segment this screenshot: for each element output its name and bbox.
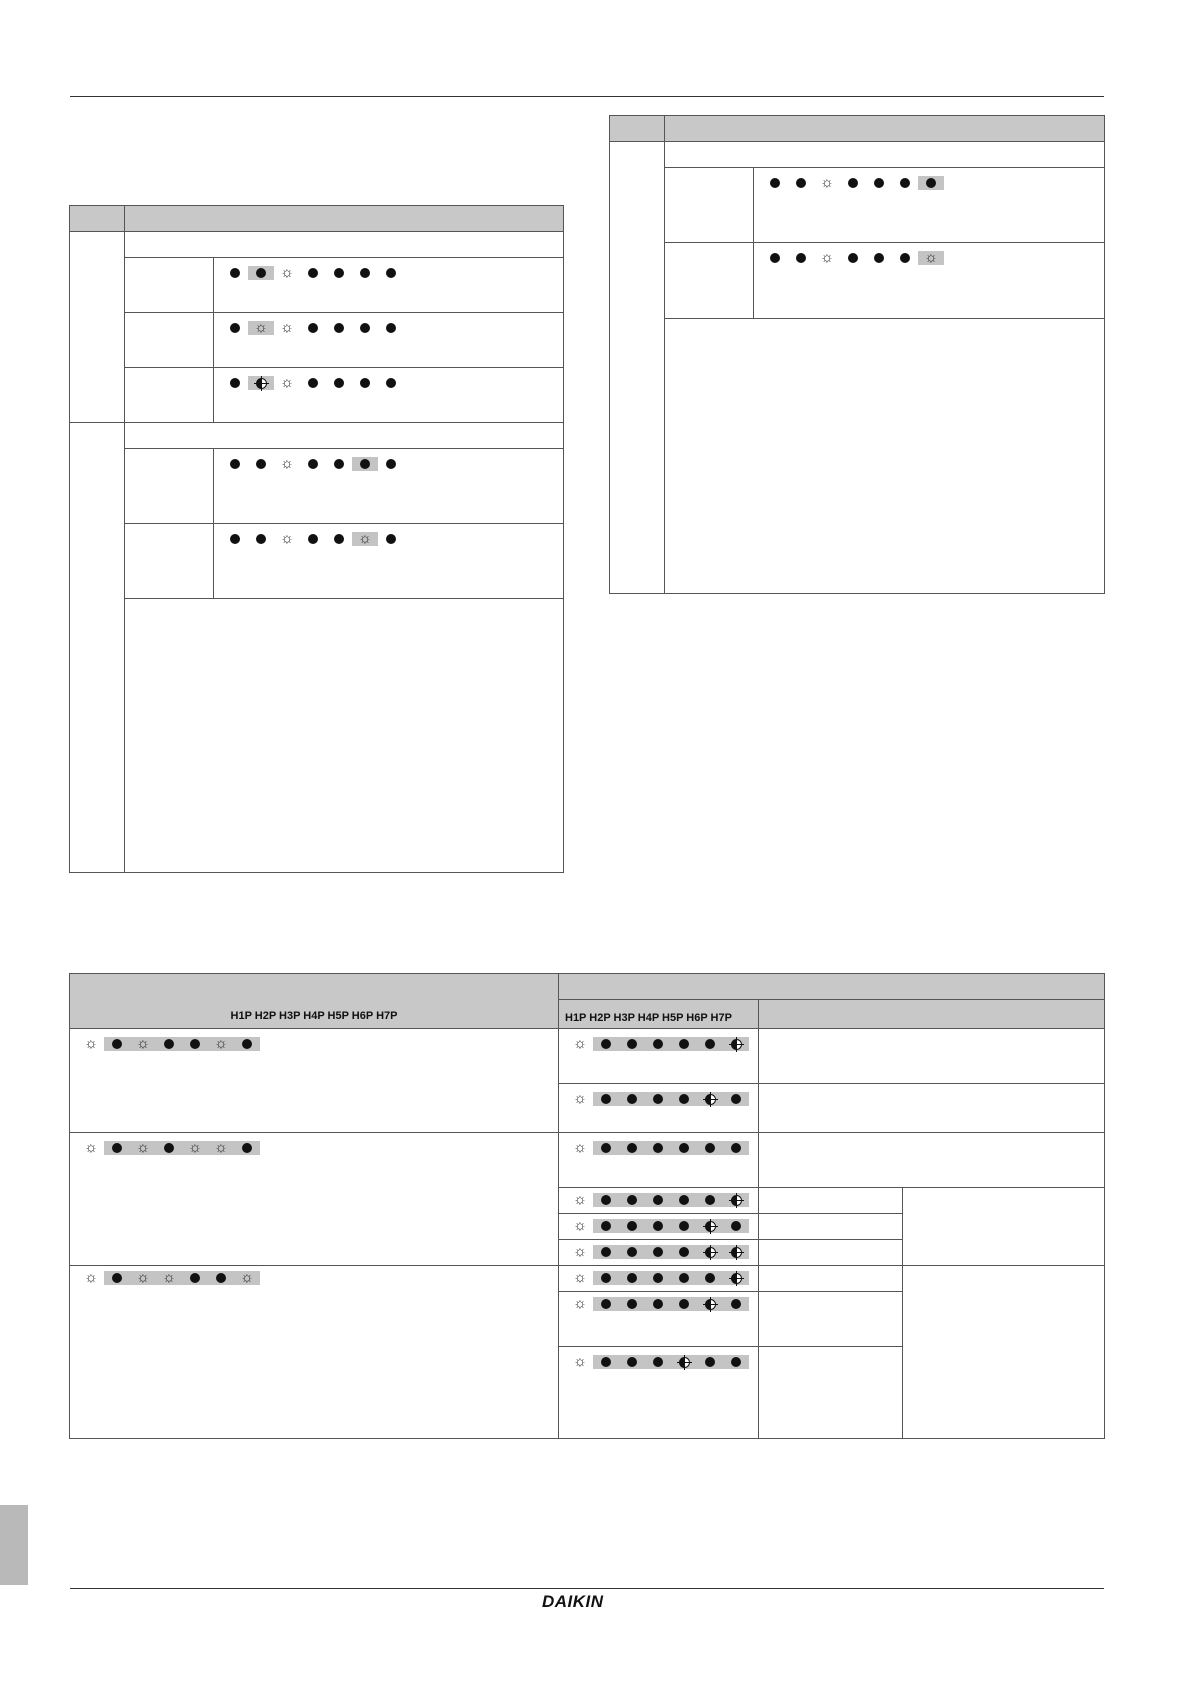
half-sun-icon — [705, 1247, 716, 1258]
dot-icon — [242, 1143, 252, 1153]
dot-icon — [308, 459, 318, 469]
dot-icon — [242, 1039, 252, 1049]
led-row — [222, 455, 563, 473]
label-cell — [125, 258, 214, 313]
dot-icon — [112, 1273, 122, 1283]
sub-led-cell — [559, 1240, 759, 1266]
dot-icon — [653, 1195, 663, 1205]
led-cell — [214, 313, 564, 368]
dot-icon — [705, 1195, 715, 1205]
col-header — [70, 206, 125, 232]
dot-icon — [627, 1357, 637, 1367]
led-row — [222, 374, 563, 392]
dot-icon — [731, 1299, 741, 1309]
led-row — [567, 1191, 758, 1209]
led-row — [78, 1035, 558, 1053]
dot-icon — [796, 178, 806, 188]
dot-icon — [216, 1273, 226, 1283]
dot-icon — [601, 1357, 611, 1367]
sun-icon: ☼ — [573, 1243, 587, 1260]
sub-led-cell — [559, 1292, 759, 1347]
dot-icon — [705, 1273, 715, 1283]
mid-cell — [759, 1188, 903, 1214]
row-label-cell — [610, 142, 665, 594]
led-cell — [754, 168, 1105, 243]
half-sun-icon — [731, 1247, 742, 1258]
section-row — [125, 232, 564, 258]
merged-desc-cell — [903, 1188, 1105, 1266]
dot-icon — [627, 1195, 637, 1205]
sun-icon: ☼ — [280, 374, 294, 391]
dot-icon — [796, 253, 806, 263]
dot-icon — [386, 459, 396, 469]
sun-icon: ☼ — [162, 1269, 176, 1286]
led-row — [567, 1295, 758, 1313]
mid-cell — [759, 1292, 903, 1347]
daikin-logo: DAIKIN — [542, 1592, 604, 1611]
led-row — [222, 264, 563, 282]
dot-icon — [190, 1039, 200, 1049]
dot-icon — [731, 1094, 741, 1104]
label-cell — [125, 449, 214, 524]
sun-icon: ☼ — [358, 530, 372, 547]
sun-icon: ☼ — [820, 249, 834, 266]
dot-icon — [386, 534, 396, 544]
led-cell — [214, 449, 564, 524]
dot-icon — [653, 1299, 663, 1309]
half-sun-icon — [731, 1039, 742, 1050]
table-right — [609, 115, 1105, 594]
sun-icon: ☼ — [254, 319, 268, 336]
label-cell — [665, 243, 754, 319]
sun-icon: ☼ — [280, 264, 294, 281]
mid-cell — [759, 1266, 903, 1292]
sun-icon: ☼ — [573, 1139, 587, 1156]
sub-led-cell — [559, 1347, 759, 1439]
col-header — [759, 1000, 1105, 1029]
half-sun-icon — [705, 1094, 716, 1105]
desc-cell — [759, 1029, 1105, 1084]
dot-icon — [679, 1094, 689, 1104]
dot-icon — [705, 1039, 715, 1049]
sun-icon: ☼ — [84, 1139, 98, 1156]
dot-icon — [627, 1143, 637, 1153]
row-label-cell — [70, 423, 125, 873]
dot-icon — [230, 378, 240, 388]
led-row — [567, 1139, 758, 1157]
dot-icon — [900, 253, 910, 263]
desc-cell — [759, 1084, 1105, 1133]
leds-label: H1P H2P H3P H4P H5P H6P H7P — [230, 1010, 398, 1022]
notes-cell — [125, 599, 564, 873]
sun-icon: ☼ — [573, 1191, 587, 1208]
dot-icon — [230, 534, 240, 544]
dot-icon — [731, 1143, 741, 1153]
dot-icon — [679, 1221, 689, 1231]
dot-icon — [653, 1221, 663, 1231]
dot-icon — [627, 1094, 637, 1104]
dot-icon — [653, 1039, 663, 1049]
dot-icon — [653, 1273, 663, 1283]
sun-icon: ☼ — [214, 1035, 228, 1052]
sun-icon: ☼ — [136, 1269, 150, 1286]
dot-icon — [334, 378, 344, 388]
sun-icon: ☼ — [573, 1269, 587, 1286]
mid-cell — [759, 1240, 903, 1266]
dot-icon — [386, 323, 396, 333]
led-row — [78, 1269, 558, 1287]
dot-icon — [627, 1273, 637, 1283]
led-row — [222, 319, 563, 337]
dot-icon — [731, 1221, 741, 1231]
dot-icon — [601, 1143, 611, 1153]
dot-icon — [653, 1247, 663, 1257]
half-sun-icon — [679, 1357, 690, 1368]
sun-icon: ☼ — [240, 1269, 254, 1286]
led-cell — [214, 368, 564, 423]
dot-icon — [926, 178, 936, 188]
dot-icon — [848, 178, 858, 188]
dot-icon — [653, 1094, 663, 1104]
led-row — [567, 1090, 758, 1108]
sub-led-cell — [559, 1214, 759, 1240]
row-label-cell — [70, 232, 125, 423]
sub-led-cell — [559, 1084, 759, 1133]
sub-led-cell — [559, 1266, 759, 1292]
dot-icon — [601, 1273, 611, 1283]
dot-icon — [627, 1299, 637, 1309]
label-cell — [125, 524, 214, 599]
group-cell — [70, 1266, 559, 1439]
led-cell — [214, 258, 564, 313]
dot-icon — [601, 1039, 611, 1049]
dot-icon — [308, 534, 318, 544]
page-side-tab — [0, 1505, 28, 1585]
table-bottom — [69, 973, 1105, 1439]
dot-icon — [601, 1094, 611, 1104]
dot-icon — [874, 253, 884, 263]
dot-icon — [256, 268, 266, 278]
sun-icon: ☼ — [214, 1139, 228, 1156]
merged-desc-cell — [903, 1266, 1105, 1439]
dot-icon — [308, 323, 318, 333]
sub-led-cell — [559, 1133, 759, 1188]
dot-icon — [679, 1143, 689, 1153]
dot-icon — [679, 1039, 689, 1049]
dot-icon — [230, 459, 240, 469]
sun-icon: ☼ — [573, 1035, 587, 1052]
dot-icon — [679, 1247, 689, 1257]
group-cell — [70, 1029, 559, 1133]
dot-icon — [112, 1039, 122, 1049]
sun-icon: ☼ — [573, 1353, 587, 1370]
dot-icon — [601, 1247, 611, 1257]
header-rule — [70, 96, 1104, 97]
dot-icon — [679, 1195, 689, 1205]
dot-icon — [705, 1357, 715, 1367]
leds-column-header — [70, 974, 559, 1029]
dot-icon — [360, 378, 370, 388]
sun-icon: ☼ — [188, 1139, 202, 1156]
dot-icon — [360, 268, 370, 278]
sub-led-cell — [559, 1188, 759, 1214]
dot-icon — [386, 378, 396, 388]
half-sun-icon — [256, 378, 267, 389]
sun-icon: ☼ — [820, 174, 834, 191]
dot-icon — [679, 1299, 689, 1309]
sun-icon: ☼ — [573, 1295, 587, 1312]
col-header — [665, 116, 1105, 142]
footer-rule — [70, 1588, 1104, 1589]
led-row — [762, 249, 1104, 267]
mid-cell — [759, 1347, 903, 1439]
sun-icon: ☼ — [84, 1035, 98, 1052]
dot-icon — [308, 268, 318, 278]
sun-icon: ☼ — [573, 1090, 587, 1107]
dot-icon — [900, 178, 910, 188]
sun-icon: ☼ — [280, 319, 294, 336]
dot-icon — [230, 268, 240, 278]
label-cell — [665, 168, 754, 243]
dot-icon — [112, 1143, 122, 1153]
label-cell — [125, 313, 214, 368]
dot-icon — [334, 268, 344, 278]
half-sun-icon — [705, 1221, 716, 1232]
dot-icon — [360, 459, 370, 469]
sun-icon: ☼ — [280, 455, 294, 472]
leds-subheader — [559, 1000, 759, 1029]
led-row — [567, 1217, 758, 1235]
label-cell — [125, 368, 214, 423]
dot-icon — [334, 534, 344, 544]
dot-icon — [731, 1357, 741, 1367]
dot-icon — [386, 268, 396, 278]
section-row — [665, 142, 1105, 168]
dot-icon — [874, 178, 884, 188]
sun-icon: ☼ — [136, 1139, 150, 1156]
dot-icon — [308, 378, 318, 388]
sun-icon: ☼ — [573, 1217, 587, 1234]
dot-icon — [230, 323, 240, 333]
dot-icon — [256, 459, 266, 469]
dot-icon — [601, 1195, 611, 1205]
led-row — [762, 174, 1104, 192]
led-row — [78, 1139, 558, 1157]
dot-icon — [334, 459, 344, 469]
notes-cell — [665, 319, 1105, 594]
dot-icon — [164, 1039, 174, 1049]
dot-icon — [164, 1143, 174, 1153]
led-row — [567, 1269, 758, 1287]
dot-icon — [679, 1273, 689, 1283]
dot-icon — [256, 534, 266, 544]
group-cell — [70, 1133, 559, 1266]
dot-icon — [653, 1143, 663, 1153]
col-header — [610, 116, 665, 142]
dot-icon — [360, 323, 370, 333]
section-row — [125, 423, 564, 449]
dot-icon — [627, 1247, 637, 1257]
sub-led-cell — [559, 1029, 759, 1084]
dot-icon — [601, 1221, 611, 1231]
led-cell — [214, 524, 564, 599]
led-row — [567, 1243, 758, 1261]
dot-icon — [334, 323, 344, 333]
half-sun-icon — [731, 1195, 742, 1206]
col-header — [125, 206, 564, 232]
dot-icon — [653, 1357, 663, 1367]
dot-icon — [601, 1299, 611, 1309]
dot-icon — [848, 253, 858, 263]
sun-icon: ☼ — [280, 530, 294, 547]
dot-icon — [770, 178, 780, 188]
mid-cell — [759, 1214, 903, 1240]
sun-icon: ☼ — [924, 249, 938, 266]
dot-icon — [627, 1221, 637, 1231]
sun-icon: ☼ — [136, 1035, 150, 1052]
led-row — [222, 530, 563, 548]
sun-icon: ☼ — [84, 1269, 98, 1286]
half-sun-icon — [731, 1273, 742, 1284]
led-row — [567, 1353, 758, 1371]
leds-label: H1P H2P H3P H4P H5P H6P H7P — [565, 1012, 732, 1024]
led-cell — [754, 243, 1105, 319]
half-sun-icon — [705, 1299, 716, 1310]
dot-icon — [770, 253, 780, 263]
led-row — [567, 1035, 758, 1053]
dot-icon — [190, 1273, 200, 1283]
dot-icon — [627, 1039, 637, 1049]
desc-cell — [759, 1133, 1105, 1188]
col-header — [559, 974, 1105, 1000]
dot-icon — [705, 1143, 715, 1153]
table-left — [69, 205, 564, 873]
